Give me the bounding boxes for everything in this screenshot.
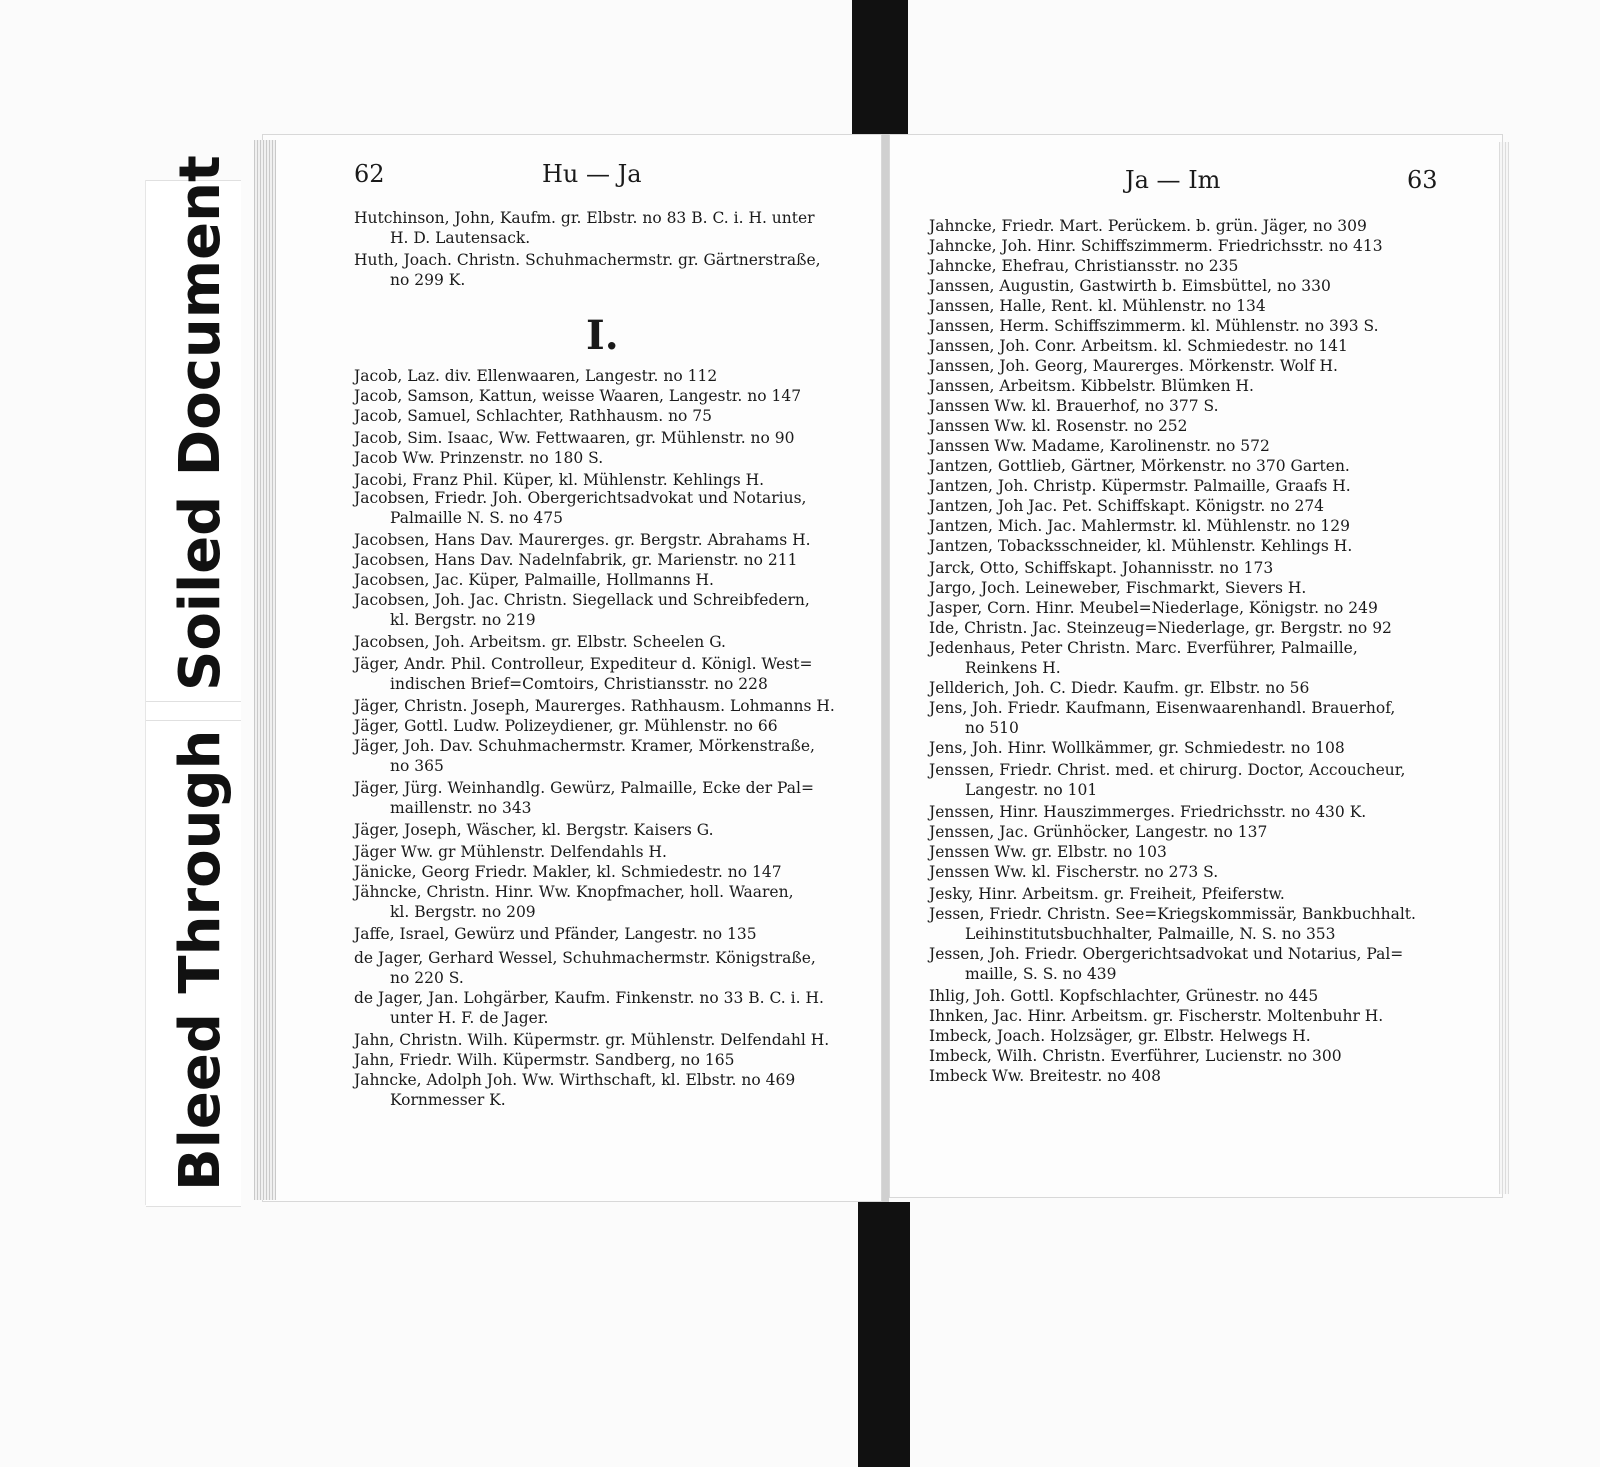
directory-entry — [929, 516, 1350, 536]
entry-continuation: Kornmesser K. — [390, 1091, 506, 1109]
entry-line: Jahncke, Adolph Joh. Ww. Wirthschaft, kl. Elbstr. no 469 — [354, 1071, 796, 1089]
directory-entry — [929, 1066, 1161, 1086]
entry-line: Ihnken, Jac. Hinr. Arbeitsm. gr. Fischerstr. Moltenbuhr H. — [929, 1007, 1384, 1025]
entry-continuation: no 510 — [965, 719, 1019, 737]
directory-entry — [929, 1046, 1342, 1066]
entry-line: Jacob, Laz. div. Ellenwaaren, Langestr. no 112 — [354, 367, 718, 385]
entry-line: Jellderich, Joh. C. Diedr. Kaufm. gr. Elbstr. no 56 — [929, 679, 1310, 697]
entry-line: Jenssen, Hinr. Hauszimmerges. Friedrichsstr. no 430 K. — [929, 803, 1367, 821]
entry-line: Jarck, Otto, Schiffskapt. Johannisstr. no 173 — [929, 559, 1274, 577]
directory-entry — [929, 578, 1306, 598]
entry-continuation: no 299 K. — [390, 271, 466, 289]
entry-line: Jantzen, Tobacksschneider, kl. Mühlenstr. Kehlings H. — [929, 537, 1353, 555]
entry-line: Janssen Ww. kl. Rosenstr. no 252 — [929, 417, 1188, 435]
entry-continuation: kl. Bergstr. no 209 — [390, 903, 536, 921]
directory-entry — [929, 760, 1405, 800]
left-page-header — [262, 160, 882, 200]
directory-entry — [929, 638, 1358, 678]
directory-entry — [354, 428, 795, 448]
entry-line: Janssen Ww. Madame, Karolinenstr. no 572 — [929, 437, 1270, 455]
directory-entry — [929, 678, 1309, 698]
directory-entry — [354, 696, 835, 716]
directory-entry — [929, 738, 1345, 758]
directory-entry — [354, 530, 811, 550]
right-page — [889, 134, 1503, 1198]
entry-line: Janssen, Arbeitsm. Kibbelstr. Blümken H. — [929, 377, 1254, 395]
directory-entry — [929, 476, 1351, 496]
directory-entry — [929, 986, 1318, 1006]
directory-entry — [929, 396, 1219, 416]
page-number: 62 — [354, 160, 385, 188]
directory-entry — [354, 590, 810, 630]
page-number: 63 — [1407, 166, 1438, 194]
entry-line: Jasper, Corn. Hinr. Meubel=Niederlage, Königstr. no 249 — [929, 599, 1378, 617]
running-head: Ja — Im — [1125, 166, 1221, 194]
directory-entry — [929, 842, 1167, 862]
entry-line: Janssen Ww. kl. Brauerhof, no 377 S. — [929, 397, 1219, 415]
entry-line: Jantzen, Mich. Jac. Mahlermstr. kl. Mühlenstr. no 129 — [929, 517, 1350, 535]
directory-entry — [929, 944, 1403, 984]
directory-entry — [354, 1070, 795, 1110]
directory-entry — [354, 778, 814, 818]
directory-entry — [354, 842, 667, 862]
directory-entry — [354, 820, 714, 840]
entry-line: Janssen, Joh. Georg, Maurerges. Mörkenstr. Wolf H. — [929, 357, 1338, 375]
directory-entry — [354, 550, 797, 570]
entry-continuation: kl. Bergstr. no 219 — [390, 611, 536, 629]
directory-entry — [354, 924, 757, 944]
entry-line: Janssen, Joh. Conr. Arbeitsm. kl. Schmiedestr. no 141 — [929, 337, 1348, 355]
binding-bar-bottom — [858, 1202, 910, 1467]
entry-line: Jantzen, Joh. Christp. Küpermstr. Palmaille, Graafs H. — [929, 477, 1351, 495]
entry-continuation: indischen Brief=Comtoirs, Christiansstr. no 228 — [390, 675, 768, 693]
directory-entry — [929, 862, 1218, 882]
entry-line: Jäger, Christn. Joseph, Maurerges. Rathhausm. Lohmanns H. — [354, 697, 835, 715]
entry-line: Ide, Christn. Jac. Steinzeug=Niederlage, gr. Bergstr. no 92 — [929, 619, 1392, 637]
directory-entry — [354, 448, 603, 468]
directory-entry — [354, 406, 712, 426]
right-page-header — [889, 160, 1503, 200]
side-label-strip — [145, 155, 241, 1205]
directory-entry — [929, 536, 1352, 556]
entry-line: Jacobi, Franz Phil. Küper, kl. Mühlenstr. Kehlings H. — [354, 471, 765, 489]
entry-line: Jedenhaus, Peter Christn. Marc. Everführer, Palmaille, — [929, 639, 1358, 657]
entry-line: Imbeck, Wilh. Christn. Everführer, Lucienstr. no 300 — [929, 1047, 1342, 1065]
directory-entry — [929, 598, 1378, 618]
directory-entry — [929, 376, 1254, 396]
entry-line: Jacobsen, Hans Dav. Nadelnfabrik, gr. Marienstr. no 211 — [354, 551, 798, 569]
entry-line: Jahn, Friedr. Wilh. Küpermstr. Sandberg, no 165 — [354, 1051, 735, 1069]
directory-entry — [929, 356, 1338, 376]
entry-line: Jahncke, Friedr. Mart. Perückem. b. grün. Jäger, no 309 — [929, 217, 1367, 235]
binding-bar-top — [852, 0, 908, 138]
side-label-bleed: Bleed Through — [168, 729, 233, 1191]
entry-line: Huth, Joach. Christn. Schuhmachermstr. gr. Gärtnerstraße, — [354, 251, 821, 269]
entry-line: Jessen, Friedr. Christn. See=Kriegskommissär, Bankbuchhalt. — [929, 905, 1416, 923]
directory-entry — [929, 822, 1267, 842]
entry-continuation: maille, S. S. no 439 — [965, 965, 1117, 983]
directory-entry — [354, 488, 806, 528]
entry-line: Jesky, Hinr. Arbeitsm. gr. Freiheit, Pfeiferstw. — [929, 885, 1285, 903]
entry-line: Jens, Joh. Hinr. Wollkämmer, gr. Schmiedestr. no 108 — [929, 739, 1345, 757]
gutter — [882, 134, 889, 1202]
entry-line: de Jager, Gerhard Wessel, Schuhmachermstr. Königstraße, — [354, 949, 816, 967]
entry-line: Jacobsen, Joh. Arbeitsm. gr. Elbstr. Scheelen G. — [354, 633, 726, 651]
directory-entry — [354, 716, 778, 736]
directory-entry — [929, 316, 1379, 336]
running-head: Hu — Ja — [542, 160, 642, 188]
directory-entry — [354, 470, 764, 490]
entry-line: Imbeck Ww. Breitestr. no 408 — [929, 1067, 1162, 1085]
directory-entry — [929, 216, 1367, 236]
directory-entry — [929, 436, 1270, 456]
directory-entry — [354, 948, 816, 988]
directory-entry — [354, 654, 812, 694]
directory-entry — [929, 416, 1188, 436]
entry-line: Jäger, Joseph, Wäscher, kl. Bergstr. Kaisers G. — [354, 821, 714, 839]
entry-line: Jäger Ww. gr Mühlenstr. Delfendahls H. — [354, 843, 667, 861]
entry-line: Jacob, Samson, Kattun, weisse Waaren, Langestr. no 147 — [354, 387, 802, 405]
directory-entry — [929, 1006, 1383, 1026]
entry-line: Jens, Joh. Friedr. Kaufmann, Eisenwaarenhandl. Brauerhof, — [929, 699, 1396, 717]
directory-entry — [354, 1050, 735, 1070]
entry-continuation: Langestr. no 101 — [965, 781, 1098, 799]
directory-entry — [354, 208, 815, 248]
entry-line: Jahn, Christn. Wilh. Küpermstr. gr. Mühlenstr. Delfendahl H. — [354, 1031, 830, 1049]
entry-line: Jacobsen, Jac. Küper, Palmaille, Hollmanns H. — [354, 571, 714, 589]
entry-line: Janssen, Augustin, Gastwirth b. Eimsbüttel, no 330 — [929, 277, 1331, 295]
directory-entry — [929, 1026, 1311, 1046]
directory-entry — [929, 256, 1238, 276]
side-label-top-block — [146, 155, 241, 702]
entry-line: Jahncke, Joh. Hinr. Schiffszimmerm. Friedrichsstr. no 413 — [929, 237, 1383, 255]
directory-entry — [354, 988, 824, 1028]
entry-line: Janssen, Halle, Rent. kl. Mühlenstr. no 134 — [929, 297, 1266, 315]
entry-continuation: maillenstr. no 343 — [390, 799, 532, 817]
entry-line: Jacob, Samuel, Schlachter, Rathhausm. no 75 — [354, 407, 713, 425]
entry-line: Jenssen Ww. kl. Fischerstr. no 273 S. — [929, 863, 1219, 881]
entry-continuation: Leihinstitutsbuchhalter, Palmaille, N. S. no 353 — [965, 925, 1336, 943]
directory-entry — [354, 736, 815, 776]
entry-line: Jessen, Joh. Friedr. Obergerichtsadvokat und Notarius, Pal= — [929, 945, 1404, 963]
directory-entry — [929, 496, 1324, 516]
entry-line: Ihlig, Joh. Gottl. Kopfschlachter, Grünestr. no 445 — [929, 987, 1319, 1005]
directory-entry — [354, 1030, 829, 1050]
directory-entry — [929, 296, 1266, 316]
entry-line: Hutchinson, John, Kaufm. gr. Elbstr. no 83 B. C. i. H. unter — [354, 209, 815, 227]
section-letter: I. — [586, 312, 619, 359]
directory-entry — [354, 386, 801, 406]
directory-entry — [354, 632, 726, 652]
entry-line: Jänicke, Georg Friedr. Makler, kl. Schmiedestr. no 147 — [354, 863, 782, 881]
entry-line: Imbeck, Joach. Holzsäger, gr. Elbstr. Helwegs H. — [929, 1027, 1311, 1045]
entry-continuation: unter H. F. de Jager. — [390, 1009, 549, 1027]
entry-line: de Jager, Jan. Lohgärber, Kaufm. Finkenstr. no 33 B. C. i. H. — [354, 989, 824, 1007]
directory-entry — [929, 802, 1366, 822]
entry-line: Jäger, Gottl. Ludw. Polizeydiener, gr. Mühlenstr. no 66 — [354, 717, 778, 735]
directory-entry — [929, 698, 1395, 738]
entry-line: Jenssen, Friedr. Christ. med. et chirurg. Doctor, Accoucheur, — [929, 761, 1406, 779]
entry-line: Jäger, Andr. Phil. Controlleur, Expediteur d. Königl. West= — [354, 655, 813, 673]
entry-line: Jargo, Joch. Leineweber, Fischmarkt, Sievers H. — [929, 579, 1307, 597]
directory-entry — [929, 236, 1383, 256]
entry-continuation: Reinkens H. — [965, 659, 1061, 677]
entry-line: Jähncke, Christn. Hinr. Ww. Knopfmacher, holl. Waaren, — [354, 883, 794, 901]
entry-line: Jaffe, Israel, Gewürz und Pfänder, Langestr. no 135 — [354, 925, 757, 943]
left-page — [262, 134, 882, 1202]
directory-entry — [929, 904, 1416, 944]
directory-entry — [929, 884, 1285, 904]
entry-line: Jäger, Joh. Dav. Schuhmachermstr. Kramer, Mörkenstraße, — [354, 737, 815, 755]
side-label-soiled: Soiled Document — [168, 155, 233, 691]
directory-entry — [354, 250, 821, 290]
entry-continuation: no 365 — [390, 757, 444, 775]
side-label-bottom-block — [146, 720, 241, 1207]
entry-continuation: Palmaille N. S. no 475 — [390, 509, 564, 527]
entry-line: Jenssen, Jac. Grünhöcker, Langestr. no 137 — [929, 823, 1268, 841]
entry-line: Jenssen Ww. gr. Elbstr. no 103 — [929, 843, 1167, 861]
directory-entry — [929, 456, 1350, 476]
entry-continuation: no 220 S. — [390, 969, 464, 987]
directory-entry — [929, 618, 1392, 638]
entry-continuation: H. D. Lautensack. — [390, 229, 531, 247]
directory-entry — [929, 336, 1348, 356]
entry-line: Jacobsen, Joh. Jac. Christn. Siegellack und Schreibfedern, — [354, 591, 810, 609]
entry-line: Jäger, Jürg. Weinhandlg. Gewürz, Palmaille, Ecke der Pal= — [354, 779, 814, 797]
directory-entry — [929, 558, 1273, 578]
entry-line: Jantzen, Joh Jac. Pet. Schiffskapt. Königstr. no 274 — [929, 497, 1325, 515]
entry-line: Jantzen, Gottlieb, Gärtner, Mörkenstr. no 370 Garten. — [929, 457, 1350, 475]
entry-line: Jacob Ww. Prinzenstr. no 180 S. — [354, 449, 604, 467]
entry-line: Jacobsen, Hans Dav. Maurerges. gr. Bergstr. Abrahams H. — [354, 531, 811, 549]
directory-entry — [354, 862, 782, 882]
directory-entry — [354, 570, 714, 590]
entry-line: Janssen, Herm. Schiffszimmerm. kl. Mühlenstr. no 393 S. — [929, 317, 1379, 335]
directory-entry — [354, 882, 794, 922]
entry-line: Jacob, Sim. Isaac, Ww. Fettwaaren, gr. Mühlenstr. no 90 — [354, 429, 795, 447]
entry-line: Jahncke, Ehefrau, Christiansstr. no 235 — [929, 257, 1239, 275]
directory-entry — [929, 276, 1331, 296]
directory-entry — [354, 366, 717, 386]
entry-line: Jacobsen, Friedr. Joh. Obergerichtsadvokat und Notarius, — [354, 489, 807, 507]
